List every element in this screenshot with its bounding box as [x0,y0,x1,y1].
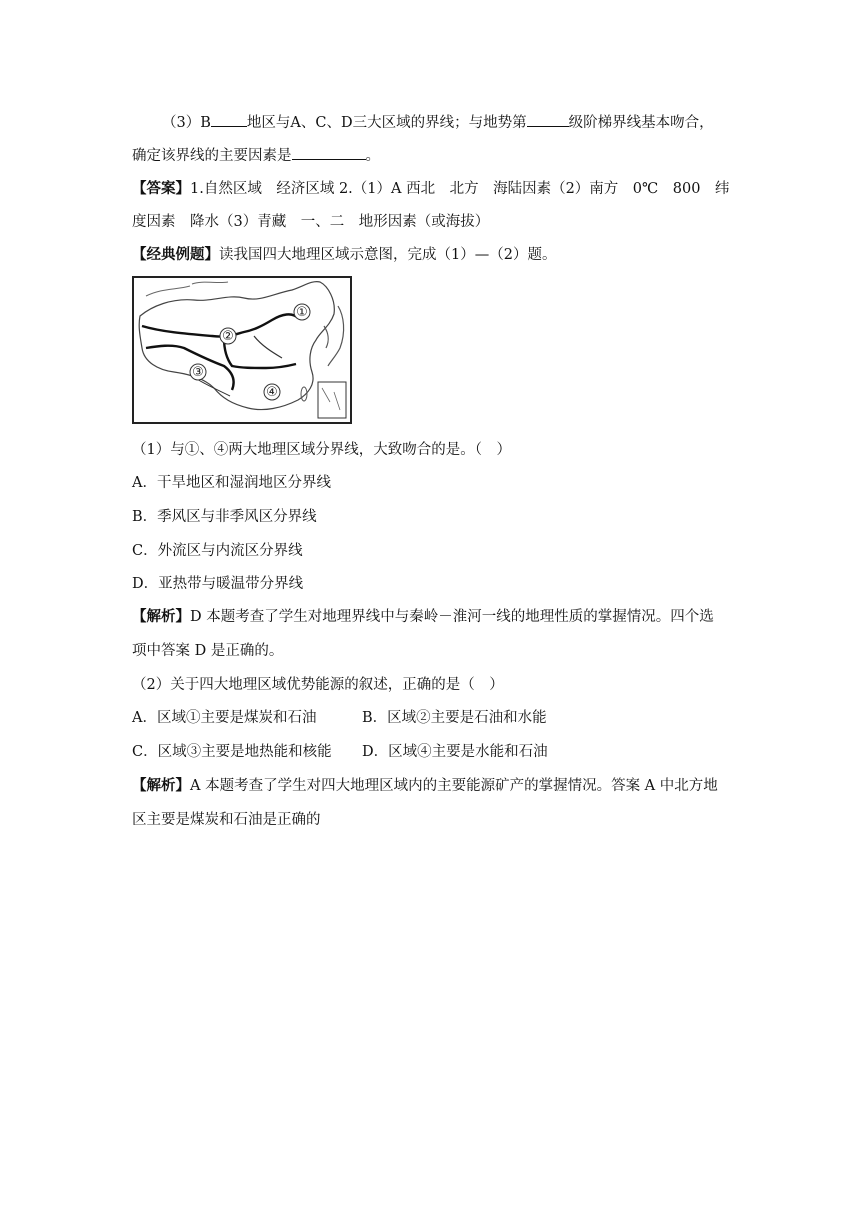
analysis-2-line-2: 区主要是煤炭和石油是正确的 [132,812,321,828]
analysis-1-line-2: 项中答案 D 是正确的。 [132,643,284,659]
q3-text-1: 地区与A、C、D三大区域的界线；与地势第 [246,115,527,131]
answer-label: 【答案】 [132,180,190,197]
question-2-option-b: B．区域②主要是石油和水能 [362,710,547,726]
answer-line-2 [132,212,489,232]
blank-3 [292,145,366,160]
question-1-option-a: A．干旱地区和湿润地区分界线 [132,475,331,491]
region-map [132,276,352,424]
analysis-2-text-1: A 本题考查了学生对四大地理区域内的主要能源矿产的掌握情况。答案 A 中北方地 [190,778,718,794]
question-2-option-d: D．区域④主要是水能和石油 [362,744,548,760]
south-sea-inset [318,382,346,418]
example-heading [132,245,556,265]
question-2-option-a: A．区域①主要是煤炭和石油 [132,710,317,726]
china-regions-map [132,276,352,424]
q3-line-1 [162,112,714,133]
blank-2 [527,112,569,127]
q3-line2-suffix: 。 [365,148,380,164]
example-text: 读我国四大地理区域示意图，完成（1）—（2）题。 [219,247,557,263]
answer-text-1: 1.自然区域 经济区域 2.（1）A 西北 北方 海陆因素（2）南方 0℃ 800 纬 [190,181,730,197]
question-2-stem: （2）关于四大地理区域优势能源的叙述，正确的是（ ） [132,677,504,693]
question-1-stem: （1）与①、④两大地理区域分界线，大致吻合的是。（ ） [132,442,511,458]
answer-text-2: 度因素 降水（3）青藏 一、二 地形因素（或海拔） [132,214,490,230]
blank-1 [211,112,247,127]
q3-line2-prefix: 确定该界线的主要因素是 [132,148,292,164]
question-1-option-b: B．季风区与非季风区分界线 [132,509,317,525]
question-1-option-d: D．亚热带与暖温带分界线 [132,576,304,592]
question-1-option-c: C．外流区与内流区分界线 [132,543,303,559]
region-4-label: ④ [266,385,278,400]
answer-line-1 [132,179,729,199]
example-label: 【经典例题】 [132,246,219,263]
region-3-label: ③ [192,365,204,380]
region-1-label: ① [296,305,308,320]
q3-text-2: 级阶梯界线基本吻合， [568,115,714,131]
question-2-option-c: C．区域③主要是地热能和核能 [132,744,332,760]
analysis-1-text-1: D 本题考查了学生对地理界线中与秦岭－淮河一线的地理性质的掌握情况。四个选 [190,609,714,625]
analysis-2-line-1 [132,776,718,796]
q3-line-2 [132,145,380,166]
analysis-2-label: 【解析】 [132,777,190,794]
analysis-1-label: 【解析】 [132,608,190,625]
analysis-1-line-1 [132,607,714,627]
q3-prefix: （3）B [162,115,211,131]
region-2-label: ② [222,329,234,344]
